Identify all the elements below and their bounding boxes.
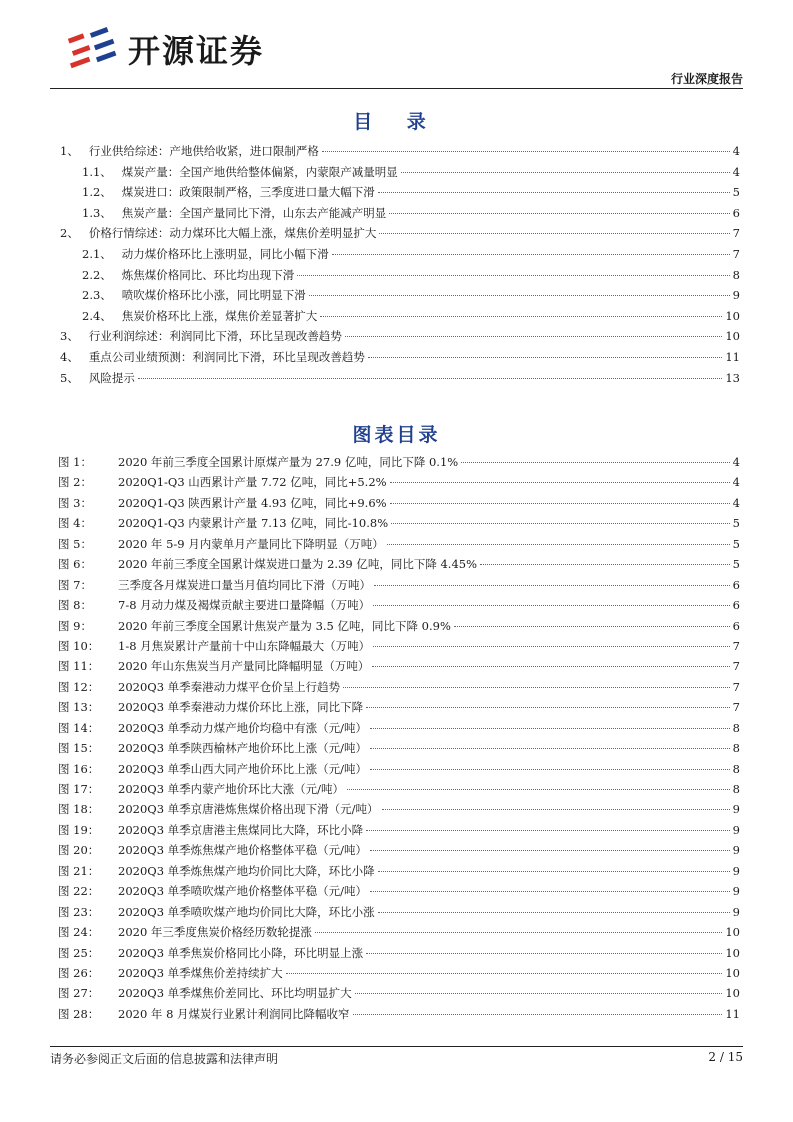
figure-title: 2020 年 8 月煤炭行业累计利润同比降幅收窄	[118, 1006, 350, 1021]
dot-leader	[322, 151, 730, 152]
dot-leader	[286, 973, 723, 974]
figure-entry[interactable]	[58, 536, 740, 556]
report-type-label: 行业深度报告	[670, 72, 743, 86]
dot-leader	[391, 523, 730, 524]
dot-leader	[366, 707, 730, 708]
figure-num: 图 21：	[58, 863, 100, 878]
dot-leader	[378, 912, 730, 913]
figure-page: 7	[732, 659, 740, 674]
toc-page: 6	[732, 205, 740, 220]
figure-num: 图 11：	[58, 659, 100, 674]
toc-title: 行业利润综述：利润同比下滑，环比呈现改善趋势	[88, 329, 342, 344]
dot-leader	[389, 213, 729, 214]
toc-num: 1.1、	[82, 164, 112, 179]
figure-num: 图 27：	[58, 986, 100, 1001]
toc-page: 11	[725, 349, 740, 364]
toc-entry[interactable]	[60, 267, 740, 288]
dot-leader	[366, 953, 722, 954]
figure-num: 图 1：	[58, 455, 92, 469]
figure-title: 1-8 月焦炭累计产量前十中山东降幅最大（万吨）	[118, 638, 371, 653]
figure-entry[interactable]	[58, 515, 740, 535]
figure-entry[interactable]	[58, 556, 740, 576]
figure-num: 图 8：	[58, 598, 92, 613]
figure-title: 2020 年前三季度全国累计焦炭产量为 3.5 亿吨，同比下降 0.9%	[118, 618, 451, 633]
toc-entry[interactable]	[60, 143, 740, 164]
figure-page: 8	[732, 782, 740, 796]
figure-title: 2020Q3 单季京唐港主焦煤同比大降，环比小降	[118, 822, 364, 837]
figure-page: 6	[732, 577, 740, 592]
figure-entry[interactable]	[58, 577, 740, 597]
figure-title: 2020Q3 单季炼焦煤产地价格整体平稳（元/吨）	[118, 843, 368, 858]
figure-title: 2020Q3 单季动力煤产地价均稳中有涨（元/吨）	[118, 720, 368, 735]
figure-entry[interactable]	[58, 618, 740, 638]
figure-num: 图 2：	[58, 475, 92, 490]
figure-title: 2020Q3 单季喷吹煤产地价格整体平稳（元/吨）	[118, 884, 368, 899]
toc-title: 喷吹煤价格环比小涨，同比明显下滑	[121, 288, 306, 303]
dot-leader	[368, 357, 723, 358]
figure-entry[interactable]	[58, 883, 740, 903]
figure-entry[interactable]	[58, 781, 740, 801]
dot-leader	[401, 172, 730, 173]
figure-title: 2020Q3 单季秦港动力煤价环比上涨，同比下降	[118, 700, 364, 715]
toc-title: 煤炭产量：全国产地供给整体偏紧，内蒙限产减量明显	[121, 164, 398, 179]
dot-leader	[355, 993, 723, 994]
figure-page: 10	[725, 986, 740, 1001]
figure-title: 2020 年三季度焦炭价格经历数轮提涨	[118, 925, 312, 940]
figure-title: 2020Q3 单季京唐港炼焦煤价格出现下滑（元/吨）	[118, 802, 379, 817]
dot-leader	[343, 687, 730, 688]
toc-page: 5	[732, 185, 740, 200]
dot-leader	[390, 503, 730, 504]
header-divider	[50, 88, 743, 89]
logo-mark-icon	[66, 24, 122, 72]
toc-page: 7	[732, 246, 740, 261]
figure-entry[interactable]	[58, 597, 740, 617]
figure-page: 10	[725, 965, 740, 980]
toc-num: 4、	[60, 349, 79, 364]
dot-leader	[370, 850, 730, 851]
dot-leader	[372, 666, 729, 667]
figure-entry[interactable]	[58, 761, 740, 781]
toc-num: 1、	[60, 144, 79, 158]
footer-divider	[50, 1046, 743, 1047]
toc-entry[interactable]	[60, 287, 740, 308]
figure-title: 2020Q3 单季内蒙产地价环比大涨（元/吨）	[118, 782, 345, 796]
toc-num: 1.3、	[82, 205, 112, 220]
toc-title: 煤炭进口：政策限制严格，三季度进口量大幅下滑	[121, 185, 375, 200]
toc-num: 2、	[60, 226, 79, 241]
figure-page: 9	[732, 802, 740, 817]
toc-list	[60, 143, 740, 390]
figure-num: 图 7：	[58, 577, 92, 592]
figure-entry[interactable]	[58, 454, 740, 474]
figure-entry[interactable]	[58, 740, 740, 760]
figure-title: 2020Q3 单季炼焦煤产地均价同比大降，环比小降	[118, 863, 375, 878]
figure-title: 2020Q3 单季煤焦价差持续扩大	[118, 965, 283, 980]
toc-page: 4	[732, 144, 740, 158]
figure-page: 4	[732, 475, 740, 490]
toc-num: 2.3、	[82, 288, 112, 303]
dot-leader	[366, 830, 730, 831]
toc-entry[interactable]	[60, 205, 740, 226]
figure-entry[interactable]	[58, 801, 740, 821]
figure-page: 8	[732, 741, 740, 756]
toc-num: 3、	[60, 329, 79, 344]
figure-entry[interactable]	[58, 720, 740, 740]
figures-list	[58, 454, 740, 1026]
dot-leader	[370, 891, 730, 892]
figure-page: 4	[732, 455, 740, 469]
dot-leader	[347, 789, 730, 790]
figure-entry[interactable]	[58, 638, 740, 658]
toc-title: 行业供给综述：产地供给收紧，进口限制严格	[88, 144, 319, 158]
figure-title: 7-8 月动力煤及褐煤贡献主要进口量降幅（万吨）	[118, 598, 371, 613]
toc-entry[interactable]	[60, 349, 740, 370]
toc-title: 目 录	[353, 111, 440, 133]
figure-entry[interactable]	[58, 679, 740, 699]
dot-leader	[374, 585, 730, 586]
figure-entry[interactable]	[58, 945, 740, 965]
figure-num: 图 17：	[58, 782, 100, 796]
dot-leader	[454, 626, 730, 627]
figure-page: 7	[732, 679, 740, 694]
dot-leader	[378, 192, 730, 193]
toc-title: 炼焦煤价格同比、环比均出现下滑	[121, 267, 295, 282]
toc-num: 2.4、	[82, 308, 112, 323]
toc-title: 重点公司业绩预测：利润同比下滑，环比呈现改善趋势	[88, 349, 365, 364]
figure-num: 图 10：	[58, 638, 100, 653]
figure-page: 10	[725, 945, 740, 960]
figure-entry[interactable]	[58, 1006, 740, 1026]
figure-entry[interactable]	[58, 658, 740, 678]
footer-disclaimer: 请务必参阅正文后面的信息披露和法律声明	[50, 1052, 279, 1066]
figure-num: 图 6：	[58, 557, 92, 572]
figure-entry[interactable]	[58, 924, 740, 944]
figure-num: 图 13：	[58, 700, 100, 715]
toc-page: 7	[732, 226, 740, 241]
toc-entry[interactable]	[60, 164, 740, 185]
figure-entry[interactable]	[58, 842, 740, 862]
figure-num: 图 5：	[58, 536, 92, 551]
dot-leader	[353, 1014, 723, 1015]
figure-page: 5	[732, 536, 740, 551]
figure-entry[interactable]	[58, 495, 740, 515]
figure-page: 9	[732, 884, 740, 899]
dot-leader	[378, 871, 730, 872]
figure-title: 2020Q3 单季秦港动力煤平仓价呈上行趋势	[118, 679, 341, 694]
figure-page: 11	[725, 1006, 740, 1021]
toc-page: 13	[725, 370, 740, 385]
figure-title: 2020Q3 单季山西大同产地价环比上涨（元/吨）	[118, 761, 368, 776]
figure-entry[interactable]	[58, 965, 740, 985]
toc-entry[interactable]	[60, 225, 740, 246]
toc-num: 1.2、	[82, 185, 112, 200]
figure-num: 图 23：	[58, 904, 100, 919]
figure-title: 2020 年前三季度全国累计煤炭进口量为 2.39 亿吨，同比下降 4.45%	[118, 557, 478, 572]
toc-title: 动力煤价格环比上涨明显，同比小幅下滑	[121, 246, 329, 261]
figure-entry[interactable]	[58, 904, 740, 924]
figure-entry[interactable]	[58, 985, 740, 1005]
figure-title: 2020Q3 单季陕西榆林产地价环比上涨（元/吨）	[118, 741, 368, 756]
figure-page: 8	[732, 761, 740, 776]
figure-num: 图 9：	[58, 618, 92, 633]
dot-leader	[345, 336, 723, 337]
figure-title: 2020Q3 单季喷吹煤产地均价同比大降，环比小涨	[118, 904, 375, 919]
dot-leader	[480, 564, 730, 565]
figure-page: 8	[732, 720, 740, 735]
figure-title: 2020 年 5-9 月内蒙单月产量同比下降明显（万吨）	[118, 536, 384, 551]
figure-page: 9	[732, 843, 740, 858]
figure-title: 三季度各月煤炭进口量当月值均同比下滑（万吨）	[118, 577, 371, 592]
toc-title: 风险提示	[88, 370, 135, 385]
dot-leader	[373, 646, 729, 647]
dot-leader	[379, 233, 729, 234]
figure-page: 9	[732, 863, 740, 878]
dot-leader	[461, 462, 729, 463]
figure-page: 9	[732, 822, 740, 837]
figure-num: 图 25：	[58, 945, 100, 960]
dot-leader	[382, 809, 730, 810]
figure-title: 2020 年前三季度全国累计原煤产量为 27.9 亿吨，同比下降 0.1%	[118, 455, 459, 469]
figure-num: 图 4：	[58, 516, 92, 531]
toc-page: 9	[732, 288, 740, 303]
toc-entry[interactable]	[60, 246, 740, 267]
toc-page: 10	[725, 329, 740, 344]
toc-num: 5、	[60, 370, 79, 385]
figure-entry[interactable]	[58, 474, 740, 494]
figure-title: 2020Q3 单季焦炭价格同比小降，环比明显上涨	[118, 945, 364, 960]
dot-leader	[370, 728, 730, 729]
figure-title: 2020 年山东焦炭当月产量同比降幅明显（万吨）	[118, 659, 370, 674]
toc-page: 10	[725, 308, 740, 323]
figure-num: 图 15：	[58, 741, 100, 756]
dot-leader	[138, 378, 723, 379]
dot-leader	[309, 295, 730, 296]
figure-page: 6	[732, 618, 740, 633]
figure-num: 图 28：	[58, 1006, 100, 1021]
figure-page: 7	[732, 638, 740, 653]
dot-leader	[315, 932, 722, 933]
figure-num: 图 26：	[58, 965, 100, 980]
company-logo	[66, 22, 316, 74]
dot-leader	[387, 544, 730, 545]
toc-entry[interactable]	[60, 184, 740, 205]
toc-page: 8	[732, 267, 740, 282]
page-number: 2 / 15	[708, 1050, 743, 1064]
figure-num: 图 12：	[58, 679, 100, 694]
figure-title: 2020Q1-Q3 内蒙累计产量 7.13 亿吨，同比-10.8%	[118, 516, 389, 531]
toc-entry[interactable]	[60, 328, 740, 349]
dot-leader	[390, 482, 730, 483]
figure-title: 2020Q1-Q3 山西累计产量 7.72 亿吨，同比+5.2%	[118, 475, 387, 490]
toc-page: 4	[732, 164, 740, 179]
figure-num: 图 22：	[58, 884, 100, 899]
figure-entry[interactable]	[58, 863, 740, 883]
figure-page: 7	[732, 700, 740, 715]
toc-num: 2.2、	[82, 267, 112, 282]
figure-page: 10	[725, 925, 740, 940]
figure-title: 2020Q1-Q3 陕西累计产量 4.93 亿吨，同比+9.6%	[118, 495, 387, 510]
dot-leader	[320, 316, 722, 317]
figure-entry[interactable]	[58, 699, 740, 719]
toc-title: 价格行情综述：动力煤环比大幅上涨，煤焦价差明显扩大	[88, 226, 377, 241]
company-name: 开源证券	[128, 32, 265, 70]
figure-page: 9	[732, 904, 740, 919]
figure-page: 4	[732, 495, 740, 510]
figure-title: 2020Q3 单季煤焦价差同比、环比均明显扩大	[118, 986, 352, 1001]
figure-page: 5	[732, 516, 740, 531]
figure-num: 图 19：	[58, 822, 100, 837]
toc-entry[interactable]	[60, 370, 740, 391]
toc-num: 2.1、	[82, 246, 112, 261]
toc-title: 焦炭产量：全国产量同比下滑，山东去产能减产明显	[121, 205, 387, 220]
toc-title: 焦炭价格环比上涨，煤焦价差显著扩大	[121, 308, 318, 323]
figure-num: 图 14：	[58, 720, 100, 735]
figure-page: 6	[732, 598, 740, 613]
figure-num: 图 3：	[58, 495, 92, 510]
figures-title: 图表目录	[352, 424, 441, 446]
figure-num: 图 16：	[58, 761, 100, 776]
dot-leader	[332, 254, 730, 255]
figure-page: 5	[732, 557, 740, 572]
figure-num: 图 18：	[58, 802, 100, 817]
figure-entry[interactable]	[58, 822, 740, 842]
toc-entry[interactable]	[60, 308, 740, 329]
figure-num: 图 20：	[58, 843, 100, 858]
dot-leader	[297, 275, 729, 276]
dot-leader	[373, 605, 729, 606]
dot-leader	[370, 769, 730, 770]
dot-leader	[370, 748, 730, 749]
figure-num: 图 24：	[58, 925, 100, 940]
